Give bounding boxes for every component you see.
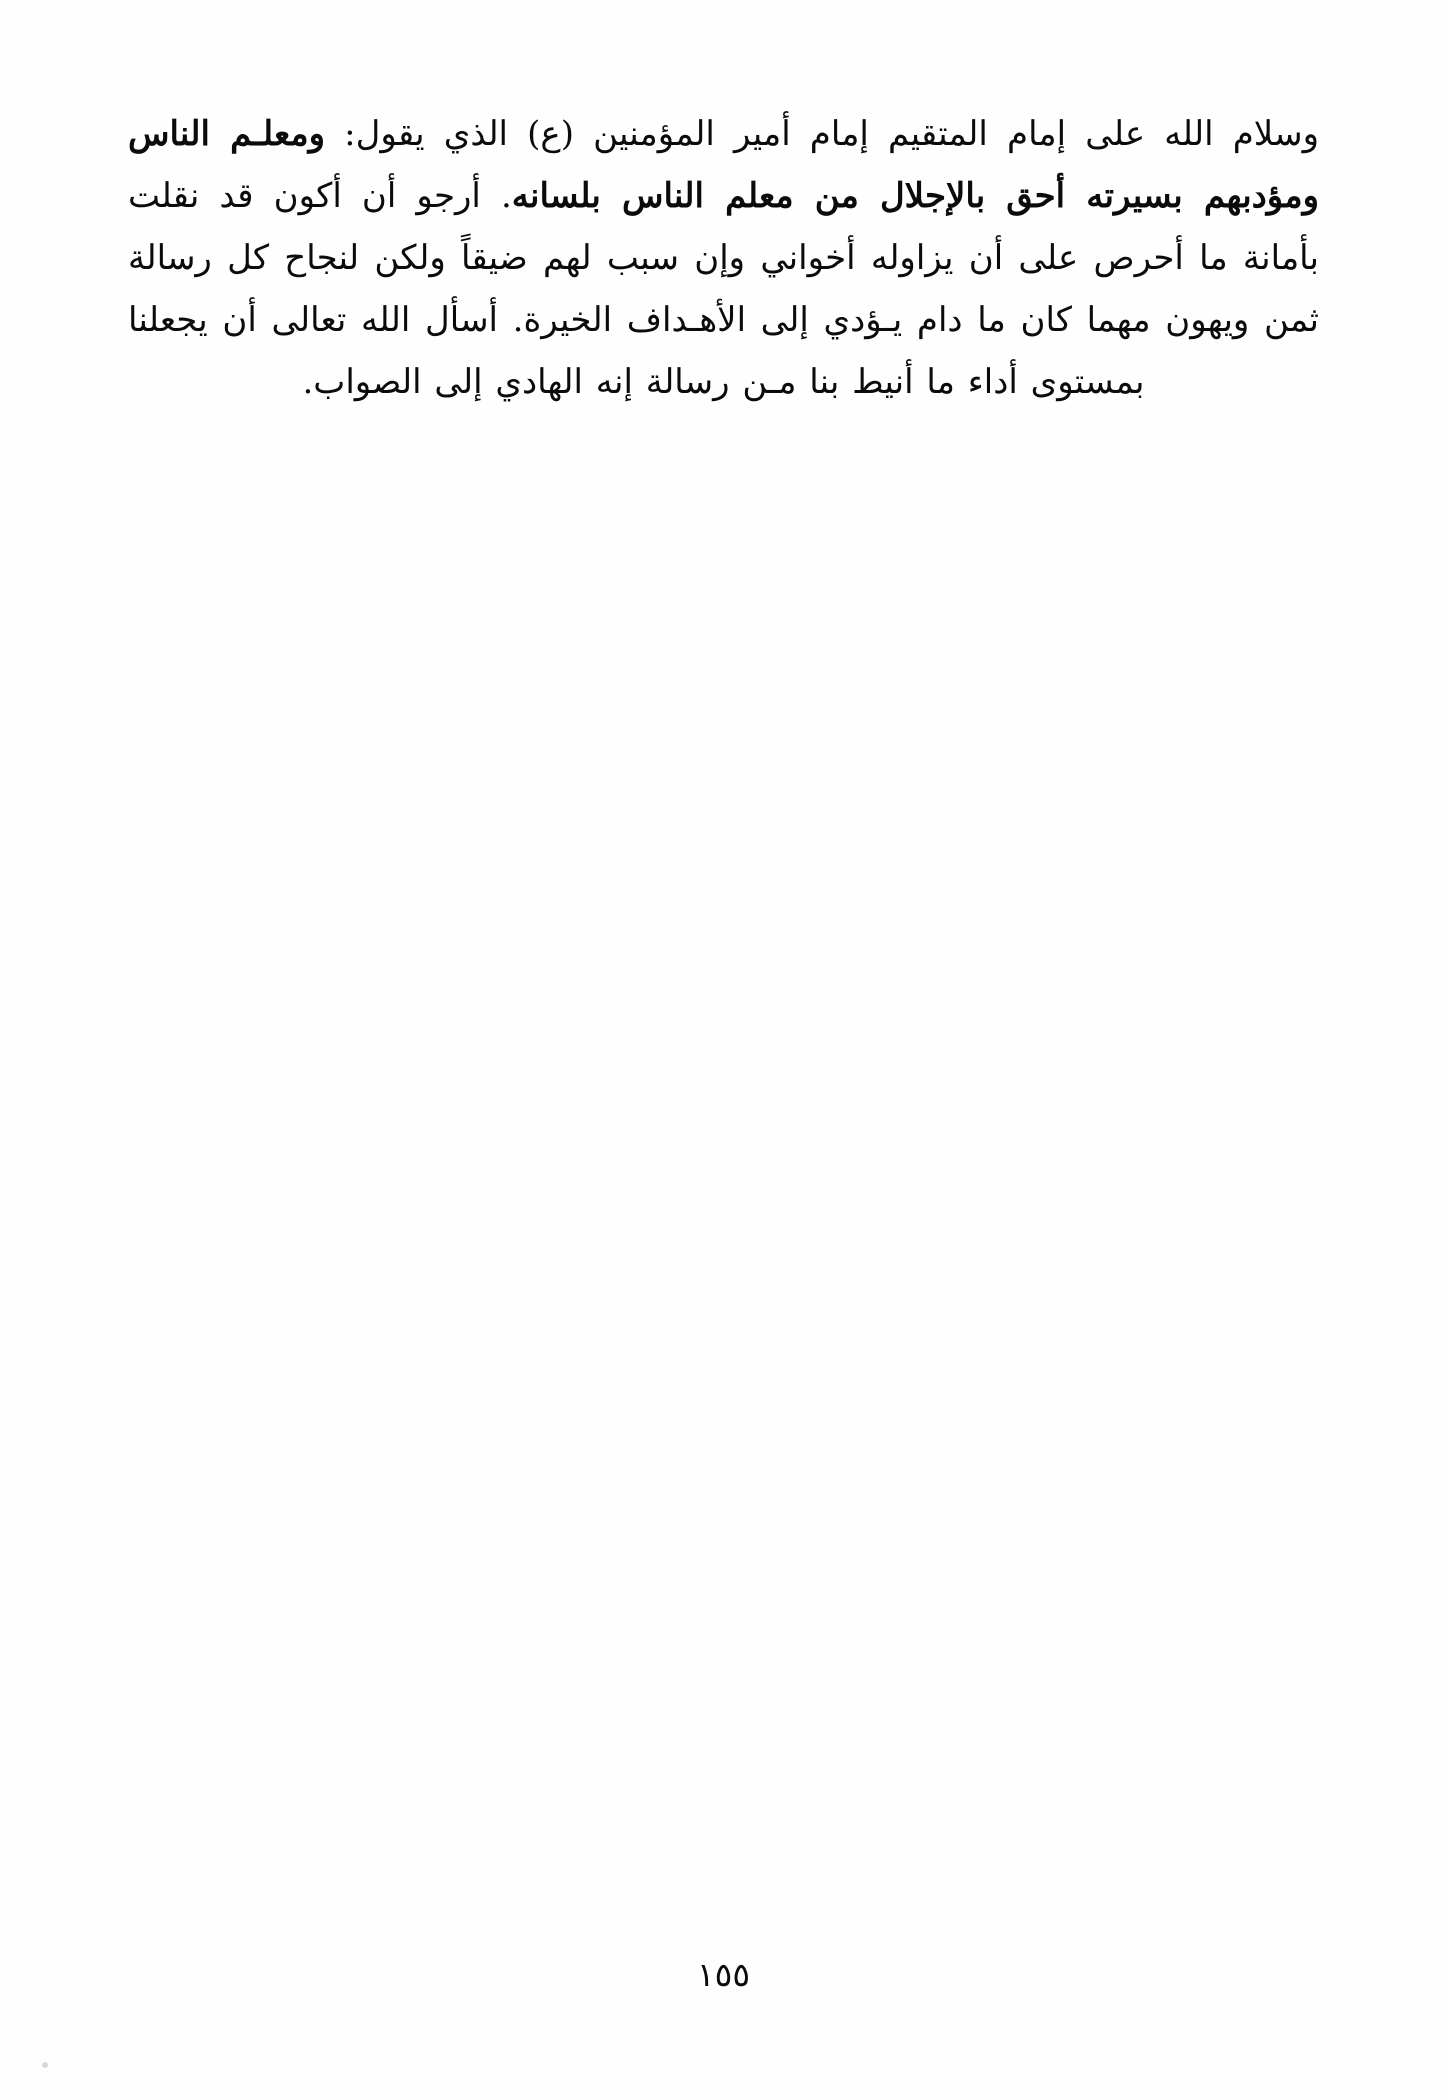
paragraph-lead: وسلام الله على إمام المتقيم إمام أمير المؤمنين (ع) الذي يقول: [325, 114, 1319, 154]
paragraph-quote-bold: ومعلـم الناس ومؤدبهم بسيرته أحق بالإجلال من معلم الناس بلسانه [128, 114, 1320, 216]
paragraph [128, 104, 1319, 413]
page-number: ١٥٥ [696, 1955, 751, 1994]
body-text-block [128, 104, 1319, 413]
corner-speck [42, 2062, 48, 2068]
paragraph-rest: . أرجو أن أكون قد نقلت بأمانة ما أحرص على أن يزاوله أخواني وإن سبب لهم ضيقاً ولكن لنجاح كل رسالة ثمن ويهون مهما كان ما دام يـؤدي إلى الأهـداف الخيرة. أسأل الله تعالى أن يجعلنا بمستوى أداء ما أنيط بنا مـن رسالة إنه الهادي إلى الصواب. [128, 175, 1320, 402]
